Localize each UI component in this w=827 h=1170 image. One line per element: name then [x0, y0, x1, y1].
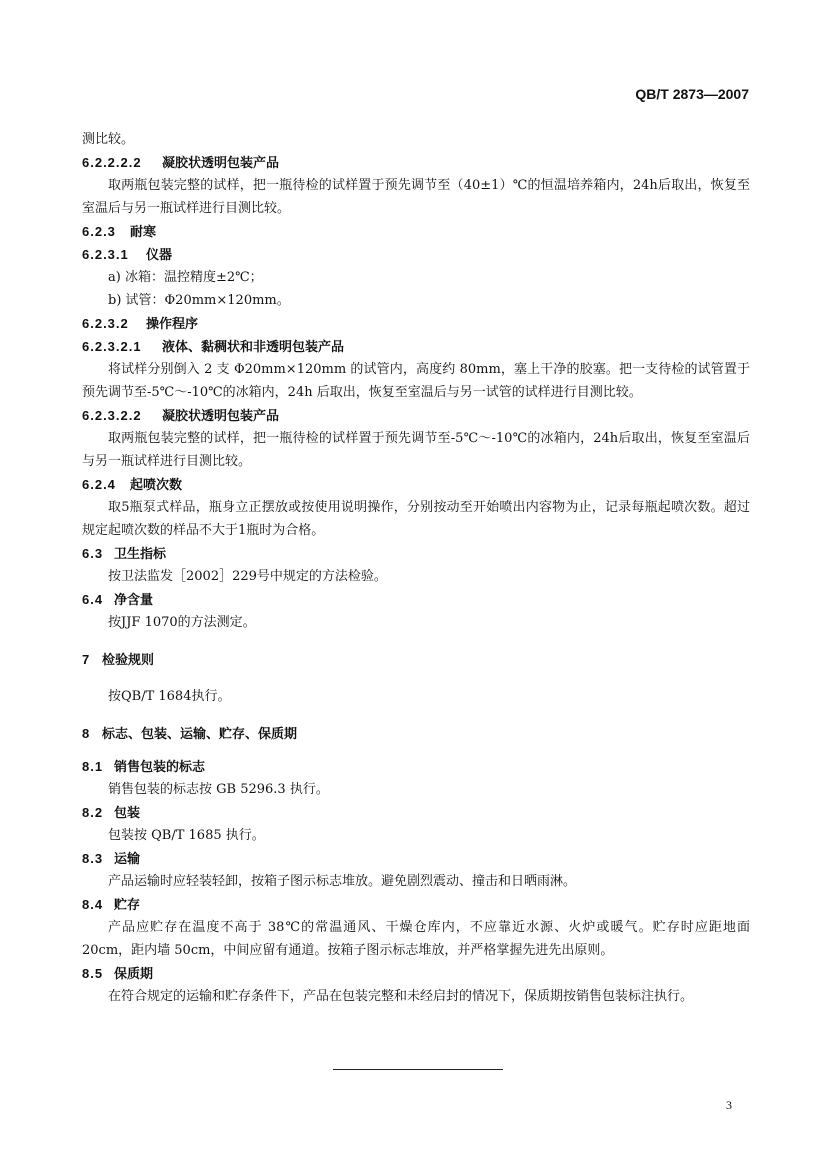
document-body — [82, 128, 750, 1008]
section-heading — [82, 312, 750, 335]
section-number: 6.2.4 — [82, 477, 116, 492]
section-number: 8 — [82, 726, 91, 741]
section-title: 凝胶状透明包装产品 — [162, 408, 280, 423]
section-title: 操作程序 — [146, 316, 199, 331]
section-heading — [82, 151, 750, 174]
indented-text: 按卫法监发［2002］229号中规定的方法检验。 — [108, 569, 387, 584]
section-number: 6.2.2.2.2 — [82, 155, 142, 170]
section-number: 6.2.3.1 — [82, 247, 129, 262]
section-number: 8.1 — [82, 759, 104, 774]
paragraph: 取两瓶包装完整的试样，把一瓶待检的试样置于预先调节至-5℃～-10℃的冰箱内，24h后取出，恢复至室温后与另一瓶试样进行目测比较。 — [82, 431, 750, 469]
list-item: a) 冰箱：温控精度±2℃； — [108, 270, 263, 285]
section-title: 起喷次数 — [130, 477, 183, 492]
section-title: 运输 — [114, 851, 141, 866]
text-line: 测比较。 — [82, 132, 135, 147]
section-number: 8.4 — [82, 897, 104, 912]
section-number: 6.2.3.2 — [82, 316, 129, 331]
spacer — [82, 671, 750, 685]
section-number: 6.2.3 — [82, 224, 116, 239]
indented-text: 产品运输时应轻装轻卸，按箱子图示标志堆放。避免剧烈震动、撞击和日晒雨淋。 — [108, 874, 577, 889]
section-title: 卫生指标 — [114, 546, 167, 561]
list-item: b) 试管：Φ20mm×120mm。 — [108, 293, 290, 308]
section-heading — [82, 335, 750, 358]
section-title: 耐寒 — [130, 224, 157, 239]
section-heading — [82, 648, 750, 671]
section-number: 8.2 — [82, 805, 104, 820]
section-number: 6.3 — [82, 546, 104, 561]
section-number: 6.4 — [82, 592, 104, 607]
section-number: 8.3 — [82, 851, 104, 866]
indented-text: 按JJF 1070的方法测定。 — [108, 615, 256, 630]
section-heading — [82, 962, 750, 985]
page-number: 3 — [726, 1098, 732, 1112]
section-heading — [82, 801, 750, 824]
section-heading — [82, 542, 750, 565]
section-title: 贮存 — [114, 897, 141, 912]
paragraph: 将试样分别倒入 2 支 Φ20mm×120mm 的试管内，高度约 80mm，塞上干净的胶塞。把一支待检的试管置于预先调节至-5℃～-10℃的冰箱内，24h 后取出，恢复至室温后与另一试管的试样进行目测比较。 — [82, 362, 750, 400]
standard-code: QB/T 2873—2007 — [635, 86, 749, 102]
section-number: 8.5 — [82, 966, 104, 981]
section-title: 检验规则 — [102, 652, 155, 667]
section-number: 6.2.3.2.2 — [82, 408, 142, 423]
section-heading — [82, 220, 750, 243]
paragraph: 取两瓶包装完整的试样，把一瓶待检的试样置于预先调节至（40±1）℃的恒温培养箱内，24h后取出，恢复至室温后与另一瓶试样进行目测比较。 — [82, 178, 750, 216]
section-title: 销售包装的标志 — [114, 759, 206, 774]
section-number: 6.2.3.2.1 — [82, 339, 142, 354]
section-heading — [82, 588, 750, 611]
section-title: 包装 — [114, 805, 141, 820]
section-heading — [82, 404, 750, 427]
indented-text: 按QB/T 1684执行。 — [108, 689, 231, 704]
paragraph: 产品应贮存在温度不高于 38℃的常温通风、干燥仓库内，不应靠近水源、火炉或暖气。贮存时应距地面 20cm，距内墙 50cm，中间应留有通道。按箱子图示标志堆放，并严格掌握先进先出原则。 — [82, 920, 750, 958]
section-number: 7 — [82, 652, 91, 667]
section-title: 液体、黏稠状和非透明包装产品 — [162, 339, 345, 354]
section-title: 凝胶状透明包装产品 — [162, 155, 280, 170]
section-title: 仪器 — [146, 247, 173, 262]
spacer — [82, 745, 750, 755]
indented-text: 包装按 QB/T 1685 执行。 — [108, 828, 265, 843]
section-heading — [82, 893, 750, 916]
paragraph: 在符合规定的运输和贮存条件下，产品在包装完整和未经启封的情况下，保质期按销售包装标注执行。 — [108, 989, 694, 1004]
section-title: 净含量 — [114, 592, 154, 607]
section-title: 保质期 — [114, 966, 154, 981]
section-heading — [82, 722, 750, 745]
section-heading — [82, 847, 750, 870]
spacer — [82, 708, 750, 722]
end-rule — [333, 1069, 503, 1070]
section-heading — [82, 473, 750, 496]
indented-text: 销售包装的标志按 GB 5296.3 执行。 — [108, 782, 329, 797]
section-title: 标志、包装、运输、贮存、保质期 — [102, 726, 298, 741]
section-heading — [82, 243, 750, 266]
spacer — [82, 634, 750, 648]
section-heading — [82, 755, 750, 778]
paragraph: 取5瓶泵式样品，瓶身立正摆放或按使用说明操作，分别按动至开始喷出内容物为止，记录每瓶起喷次数。超过规定起喷次数的样品不大于1瓶时为合格。 — [82, 500, 750, 538]
